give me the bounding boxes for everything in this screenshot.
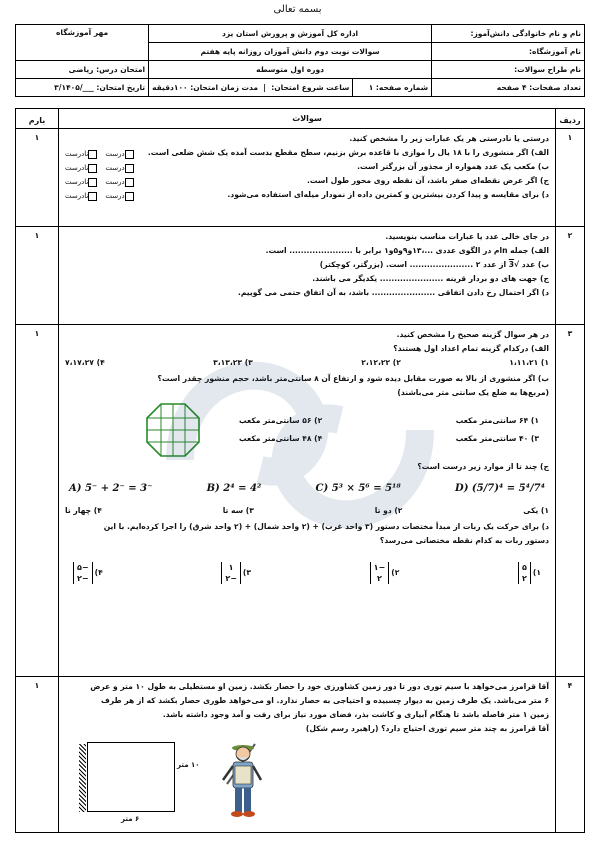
- option[interactable]: ۴) ۴۸ سانتی‌متر مکعب: [239, 434, 323, 443]
- q3-b-question: ب) اگر منشوری از بالا به صورت مقابل دیده شود و ارتفاع آن ۸ سانتی‌متر باشد، حجم منشور چقدر است؟: [157, 374, 549, 383]
- sqrt3-expression: √3: [508, 260, 520, 269]
- question-4: [59, 677, 556, 833]
- q2-score: ۱: [16, 227, 59, 325]
- option[interactable]: ۲) ۲،۱۲،۲۲: [361, 358, 401, 367]
- option[interactable]: ۴) چهار تا: [65, 506, 102, 515]
- checkbox[interactable]: [125, 192, 134, 201]
- option[interactable]: ۲) ۵۶ سانتی‌متر مکعب: [239, 416, 323, 425]
- checkbox[interactable]: [88, 150, 97, 159]
- vector-top: −۵: [77, 563, 89, 572]
- q3-score: ۱: [16, 325, 59, 677]
- start-time: ساعت شروع امتحان: | مدت زمان امتحان: ۱۰۰دقیقه: [149, 79, 353, 97]
- q3-b-note: (مربع‌ها به ضلع یک سانتی متر می‌باشند): [397, 388, 549, 397]
- vector-top: ۵: [521, 563, 527, 572]
- true-label: درست: [105, 192, 125, 200]
- designer-field: نام طراح سوالات:: [432, 61, 585, 79]
- option[interactable]: ۱) ۶۴ سانتی‌متر مکعب: [455, 416, 539, 425]
- vector-bottom: −۲: [77, 574, 89, 583]
- side-length-label: ۱۰ متر: [177, 761, 200, 769]
- q3-a-question: الف) درکدام گزینه تمام اعداد اول هستند؟: [393, 344, 549, 353]
- farmer-illustration-icon: [215, 738, 271, 822]
- coordinate-vector: [370, 562, 390, 584]
- expr-a: A) 5⁻ + 2⁻ = 3⁻: [69, 483, 153, 494]
- coordinate-vector: [518, 562, 531, 584]
- q2-a: الف) جمله ‎n‎ام در الگوی عددی ...،۱۳و۹و۵و۱ برابر با ...................... است.: [265, 246, 549, 255]
- option[interactable]: [370, 562, 400, 584]
- checkbox[interactable]: [125, 150, 134, 159]
- question-1: [59, 129, 556, 227]
- course-level: دوره اول متوسطه: [149, 61, 432, 79]
- q3-title: در هر سوال گزینه صحیح را مشخص کنید.: [396, 330, 549, 339]
- q1-number: ۱: [556, 129, 585, 227]
- exam-date: تاریخ امتحان: ___/۳/۱۴۰۵: [16, 79, 149, 97]
- option[interactable]: ۳) ۳،۱۳،۲۳: [213, 358, 253, 367]
- student-name-field: نام و نام خانوادگی دانش‌آموز:: [432, 25, 585, 43]
- option[interactable]: ۳) ۴۰ سانتی‌متر مکعب: [455, 434, 539, 443]
- vector-bottom: ۲: [521, 574, 527, 583]
- q3-d-options: [65, 548, 549, 598]
- page-number: شماره صفحه: ۱: [353, 79, 432, 97]
- org-line-1: اداره کل آموزش و پرورش استان یزد: [149, 25, 432, 43]
- q2-number: ۲: [556, 227, 585, 325]
- q4-line-1: آقا قرامرز می‌خواهد با سیم توری دور تا دور زمین کشاورزی خود را حصار بکشد. زمین او مستطیلی به طول ۱۰ متر و عرض: [90, 682, 549, 691]
- vector-bottom: ۲: [377, 574, 382, 583]
- option[interactable]: [73, 562, 103, 584]
- start-time-label: ساعت شروع امتحان:: [271, 83, 350, 92]
- q1-d: د) برای مقایسه و پیدا کردن بیشترین و کمترین داده از نمودار میله‌ای استفاده می‌شود.: [227, 190, 549, 199]
- false-label: نادرست: [65, 178, 89, 186]
- q3-c-options: [65, 504, 549, 520]
- org-line-2: سوالات نوبت دوم دانش آموزان روزانه پایه هفتم: [149, 43, 432, 61]
- col-row: ردیف: [556, 109, 585, 129]
- q2-c: ج) جهت های دو بردار قرینه ...................... یکدیگر می باشند.: [312, 274, 549, 283]
- q1-a: الف) اگر منشوری را با ۱۸ یال را موازی با قاعده برش بزنیم، سطح مقطع بدست آمده یک شش ضلعی است.: [147, 148, 549, 157]
- col-score: بارم: [16, 109, 59, 129]
- false-label: نادرست: [65, 192, 89, 200]
- q1-title: درستی یا نادرستی هر یک عبارات زیر را مشخص کنید.: [349, 134, 549, 143]
- option[interactable]: [518, 562, 541, 584]
- q3-c-expressions: [65, 474, 549, 504]
- q3-d-question-2: دستور ربات به کدام نقطه مختصاتی می‌رسد؟: [379, 536, 549, 545]
- false-label: نادرست: [65, 164, 89, 172]
- vector-top: ۱: [228, 563, 234, 572]
- q2-b: [65, 258, 549, 272]
- option[interactable]: [221, 562, 251, 584]
- q4-line-4: آقا قرامرز به چند متر سیم توری احتیاج دارد؟ (راهبرد رسم شکل): [305, 724, 549, 733]
- q3-c-question: ج) چند تا از موارد زیر درست است؟: [417, 462, 549, 471]
- option[interactable]: ۱) ۱،۱۱،۲۱: [509, 358, 549, 367]
- bottom-length-label: ۶ متر: [121, 815, 140, 823]
- q4-figure-area: [65, 736, 549, 826]
- questions-table: [15, 108, 585, 833]
- q4-number: ۴: [556, 677, 585, 833]
- vector-top: −۱: [373, 563, 386, 572]
- duration: مدت زمان امتحان: ۱۰۰دقیقه: [152, 83, 259, 92]
- q3-a-options: [65, 356, 549, 372]
- q4-score: ۱: [16, 677, 59, 833]
- school-seal: مهر آموزشگاه: [16, 25, 149, 61]
- option[interactable]: ۱) یکی: [523, 506, 549, 515]
- q4-line-2: ۶ متر می‌باشد. یک طرف زمین به دیوار چسبیده و احتیاجی به حصار ندارد. او می‌خواهد طوری حصار بکشد که از هر طرف: [100, 696, 549, 705]
- option-number: ۳): [242, 568, 252, 577]
- q1-c: ج) اگر عرض نقطه‌ای صفر باشد، آن نقطه روی محور طول است.: [306, 176, 549, 185]
- checkbox[interactable]: [125, 178, 134, 187]
- true-label: درست: [105, 178, 125, 186]
- option-number: ۱): [532, 568, 541, 577]
- field-rectangle: [87, 742, 175, 812]
- school-name-field: نام آموزشگاه:: [432, 43, 585, 61]
- question-2: [59, 227, 556, 325]
- lesson-name: امتحان درس: ریاضی: [16, 61, 149, 79]
- expr-b: B) 2⁴ = 4²: [206, 483, 262, 494]
- octagon-prism-figure: [145, 402, 201, 458]
- true-label: درست: [105, 164, 125, 172]
- option-number: ۲): [391, 568, 400, 577]
- pages-count: تعداد صفحات: ۴ صفحه: [432, 79, 585, 97]
- option[interactable]: ۴) ۷،۱۷،۲۷: [65, 358, 105, 367]
- page-top-title: بسمه تعالی: [273, 4, 322, 15]
- checkbox[interactable]: [125, 164, 134, 173]
- q2-b-start: ب) عدد: [521, 260, 549, 269]
- vector-bottom: −۲: [225, 574, 237, 583]
- q2-title: در جای خالی عدد یا عبارات مناسب بنویسید.: [385, 232, 549, 241]
- q1-b: ب) مکعب یک عدد همواره از مجذور آن بزرگتر است.: [357, 162, 549, 171]
- q4-line-3: زمین ۱ متر فاصله باشد تا هنگام آبیاری و کاشت بذر، فضای مورد نیاز برای رفت و آمد وجود داشته باشد.: [162, 710, 549, 719]
- q3-number: ۳: [556, 325, 585, 677]
- expr-c: C) 5³ × 5⁶ = 5¹⁸: [315, 483, 401, 494]
- option-number: ۴): [94, 568, 103, 577]
- exam-header: [15, 24, 585, 97]
- expr-d: D) (5/7)⁴ = 5⁴/7⁴: [455, 483, 545, 494]
- true-label: درست: [105, 150, 125, 158]
- checkbox[interactable]: [88, 192, 97, 201]
- checkbox[interactable]: [88, 164, 97, 173]
- option[interactable]: ۳) سه تا: [222, 506, 254, 515]
- coordinate-vector: [73, 562, 93, 584]
- q2-d: د) اگر احتمال رخ دادن اتفاقی ...................... باشد، به آن اتفاق حتمی می گوییم.: [237, 288, 549, 297]
- option[interactable]: ۲) دو تا: [374, 506, 403, 515]
- wall-hatch: [79, 744, 86, 812]
- q3-d-question: د) برای حرکت یک ربات از مبدأ مختصات دستور (۳ واحد غرب) + (۲ واحد شمال) + (۲ واحد شرق) را اجرا کرده‌ایم. با این: [103, 522, 549, 531]
- col-questions: سوالات: [59, 109, 556, 129]
- q3-b-area: [65, 400, 549, 460]
- q2-b-end: از عدد ۲ ...................... است. (بزرگتر، کوچکتر): [319, 260, 507, 269]
- coordinate-vector: [221, 562, 241, 584]
- false-label: نادرست: [65, 150, 89, 158]
- question-3: [59, 325, 556, 677]
- q1-score: ۱: [16, 129, 59, 227]
- checkbox[interactable]: [88, 178, 97, 187]
